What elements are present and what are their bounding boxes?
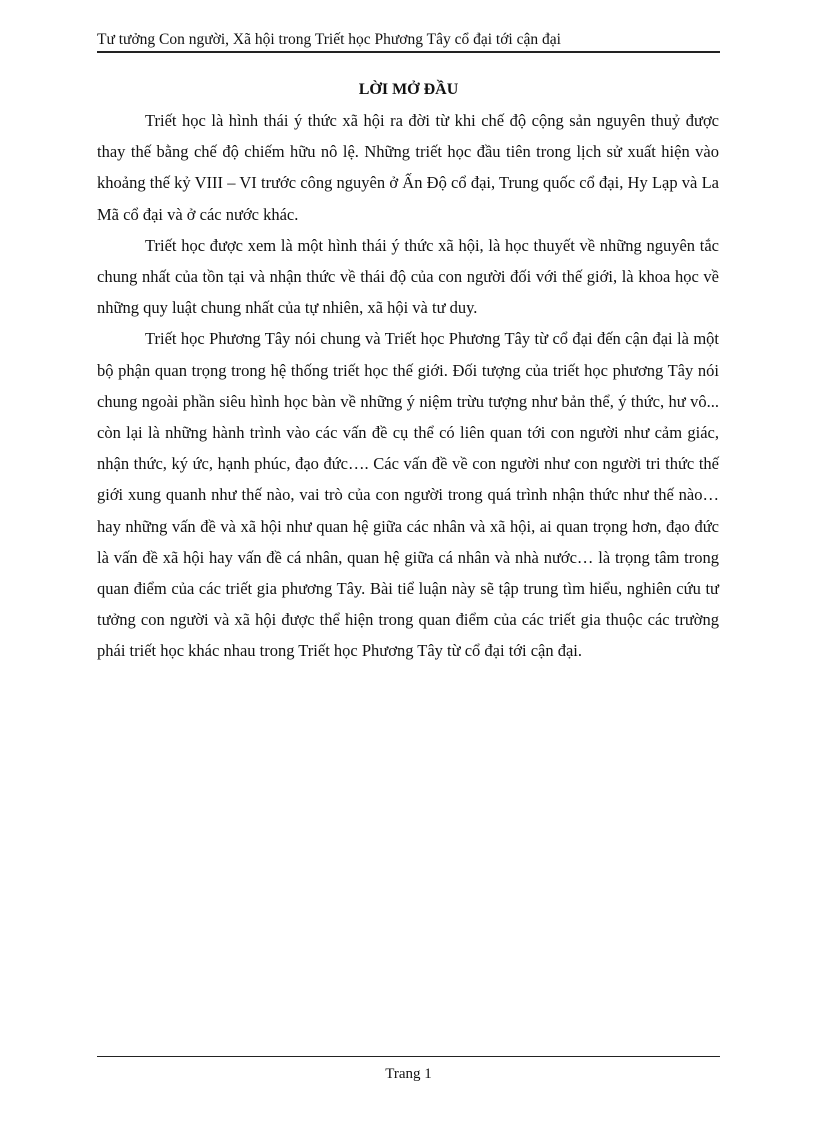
section-title: LỜI MỞ ĐẦU xyxy=(358,81,459,98)
page-number: Trang 1 xyxy=(385,1066,432,1082)
paragraph: Triết học là hình thái ý thức xã hội ra đời từ khi chế độ cộng sản nguyên thuỷ được thay thế bằng chế độ chiếm hữu nô lệ. Những triết học đầu tiên trong lịch sử xuất hiện vào khoảng thế kỷ VIII – VI trước công nguyên ở Ấn Độ cổ đại, Trung quốc cổ đại, Hy Lạp và La Mã cổ đại và ở các nước khác. xyxy=(97,111,719,224)
body-text xyxy=(97,105,719,667)
header-divider xyxy=(97,51,720,53)
footer-divider xyxy=(97,1056,720,1057)
paragraph: Triết học Phương Tây nói chung và Triết học Phương Tây từ cổ đại đến cận đại là một bộ phận quan trọng trong hệ thống triết học thế giới. Đối tượng của triết học phương Tây nói chung ngoài phần siêu hình học bàn về những ý niệm trừu tượng như bản thể, ý thức, hư vô... còn lại là những hành trình vào các vấn đề cụ thể có liên quan tới con người như cảm giác, nhận thức, ký ức, hạnh phúc, đạo đức…. Các vấn đề về con người như con người tri thức thế giới xung quanh như thế nào, vai trò của con người trong quá trình nhận thức như thế nào… hay những vấn đề và xã hội như quan hệ giữa các nhân và xã hội, ai quan trọng hơn, đạo đức là vấn đề xã hội hay vấn đề cá nhân, quan hệ giữa cá nhân và nhà nước… là trọng tâm trong quan điểm của các triết gia phương Tây. Bài tiể luận này sẽ tập trung tìm hiểu, nghiên cứu tư tưởng con người và xã hội được thể hiện trong quan điểm của các triết gia thuộc các trường phái triết học khác nhau trong Triết học Phương Tây từ cổ đại tới cận đại. xyxy=(97,329,719,661)
running-header: Tư tưởng Con người, Xã hội trong Triết học Phương Tây cổ đại tới cận đại xyxy=(97,31,561,48)
paragraph: Triết học được xem là một hình thái ý thức xã hội, là học thuyết về những nguyên tắc chung nhất của tồn tại và nhận thức về thái độ của con người đối với thế giới, là khoa học về những quy luật chung nhất của tự nhiên, xã hội và tư duy. xyxy=(97,235,719,318)
